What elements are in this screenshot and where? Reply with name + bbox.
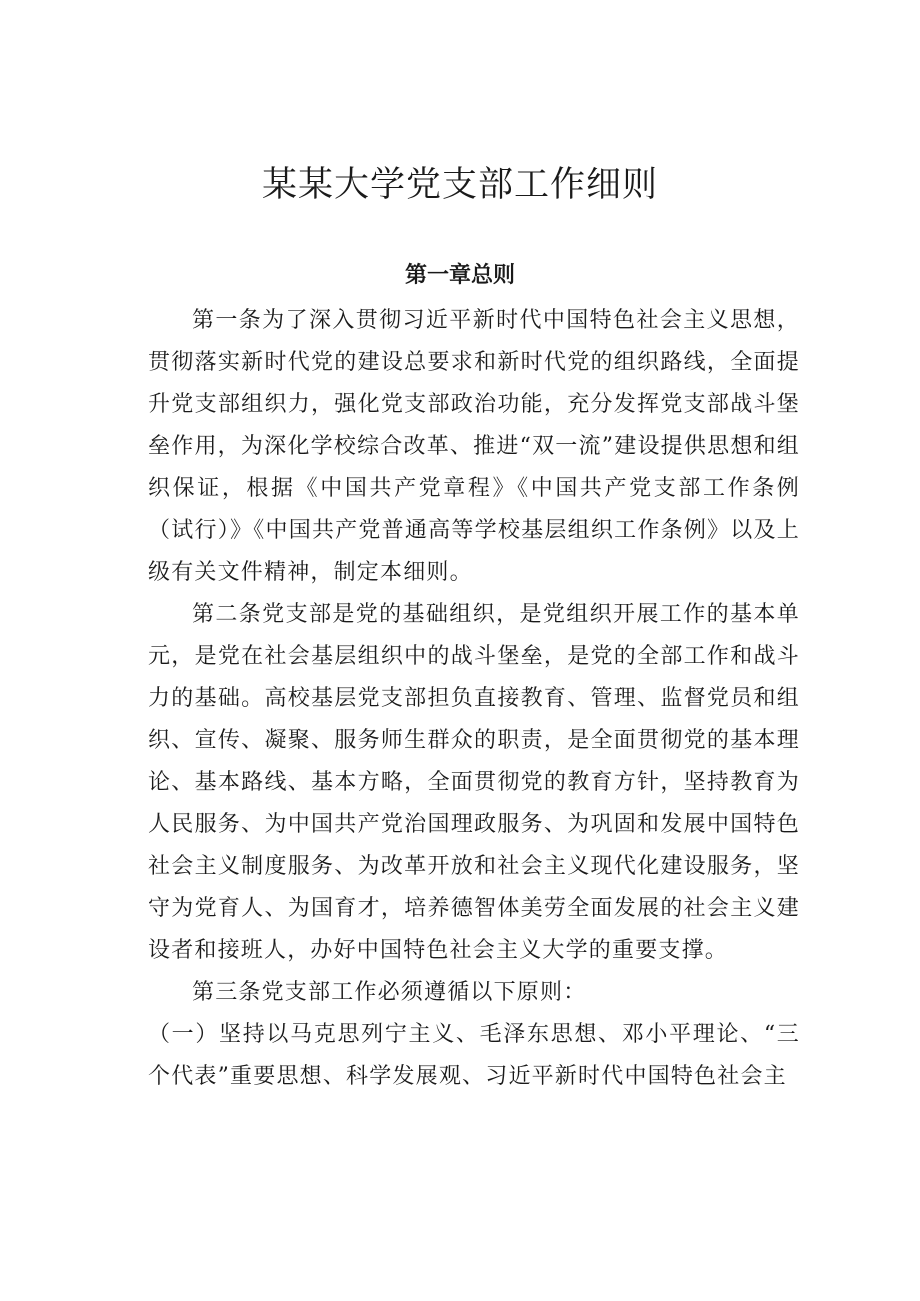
document-body: [148, 300, 800, 1098]
article-2-paragraph: 第二条党支部是党的基础组织，是党组织开展工作的基本单元，是党在社会基层组织中的战斗堡垒，是党的全部工作和战斗力的基础。高校基层党支部担负直接教育、管理、监督党员和组织、宣传、凝聚、服务师生群众的职责，是全面贯彻党的基本理论、基本路线、基本方略，全面贯彻党的教育方针，坚持教育为人民服务、为中国共产党治国理政服务、为巩固和发展中国特色社会主义制度服务、为改革开放和社会主义现代化建设服务，坚守为党育人、为国育才，培养德智体美劳全面发展的社会主义建设者和接班人，办好中国特色社会主义大学的重要支撑。: [148, 602, 800, 963]
article-1-paragraph: 第一条为了深入贯彻习近平新时代中国特色社会主义思想，贯彻落实新时代党的建设总要求和新时代党的组织路线，全面提升党支部组织力，强化党支部政治功能，充分发挥党支部战斗堡垒作用，为深化学校综合改革、推进“双一流”建设提供思想和组织保证，根据《中国共产党章程》《中国共产党支部工作条例（试行）》《中国共产党普通高等学校基层组织工作条例》以及上级有关文件精神，制定本细则。: [148, 308, 800, 585]
principle-1-paragraph: （一）坚持以马克思列宁主义、毛泽东思想、邓小平理论、“三个代表”重要思想、科学发展观、习近平新时代中国特色社会主: [148, 1022, 800, 1089]
document-title: 某某大学党支部工作细则: [261, 165, 658, 205]
chapter-heading: 第一章总则: [404, 263, 515, 288]
article-3-paragraph: 第三条党支部工作必须遵循以下原则：: [192, 980, 587, 1005]
